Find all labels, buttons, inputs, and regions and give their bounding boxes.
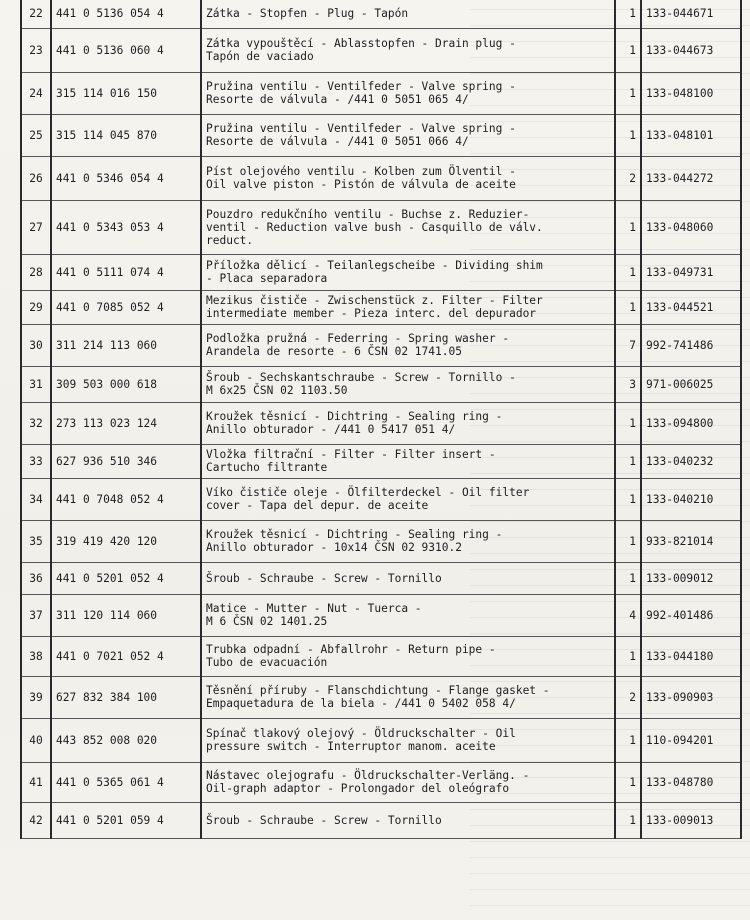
catalog-code: 133-048780	[641, 762, 741, 802]
description-line: Trubka odpadní - Abfallrohr - Return pipe -	[206, 643, 496, 656]
quantity: 3	[615, 366, 641, 402]
table-row	[21, 324, 741, 366]
position-number: 27	[21, 200, 51, 254]
description-line: Nástavec olejografu - Öldruckschalter-Verläng. -	[206, 769, 530, 782]
part-description	[201, 324, 615, 366]
part-number: 273 113 023 124	[51, 402, 201, 444]
part-description	[201, 562, 615, 594]
catalog-code: 133-094800	[641, 402, 741, 444]
description-line: Šroub - Schraube - Screw - Tornillo	[206, 813, 442, 827]
description-line: Kroužek těsnicí - Dichtring - Sealing ring -	[206, 528, 503, 541]
description-line: Kroužek těsnicí - Dichtring - Sealing ring -	[206, 410, 503, 423]
table-row	[21, 802, 741, 838]
description-line: Šroub - Sechskantschraube - Screw - Tornillo -	[206, 371, 516, 384]
part-description	[201, 676, 615, 718]
quantity: 1	[615, 72, 641, 114]
table-row	[21, 444, 741, 478]
quantity: 1	[615, 254, 641, 290]
description-line: Podložka pružná - Federring - Spring washer -	[206, 332, 510, 345]
description-line: Spínač tlakový olejový - Öldruckschalter - Oil	[206, 727, 516, 740]
position-number: 38	[21, 636, 51, 676]
description-line: Oil valve piston - Pistón de válvula de aceite	[206, 178, 516, 191]
quantity: 1	[615, 762, 641, 802]
quantity: 1	[615, 802, 641, 838]
part-number: 441 0 5111 074 4	[51, 254, 201, 290]
catalog-code: 133-044180	[641, 636, 741, 676]
catalog-code: 133-048100	[641, 72, 741, 114]
table-row	[21, 562, 741, 594]
quantity: 1	[615, 562, 641, 594]
description-line: Zátka vypouštěcí - Ablasstopfen - Drain plug -	[206, 37, 516, 50]
quantity: 2	[615, 676, 641, 718]
quantity: 1	[615, 402, 641, 444]
part-number: 441 0 7021 052 4	[51, 636, 201, 676]
description-line: - Placa separadora	[206, 272, 328, 285]
table-row	[21, 594, 741, 636]
position-number: 41	[21, 762, 51, 802]
part-number: 443 852 008 020	[51, 718, 201, 762]
table-row	[21, 254, 741, 290]
part-description	[201, 366, 615, 402]
catalog-code: 971-006025	[641, 366, 741, 402]
position-number: 28	[21, 254, 51, 290]
part-number: 441 0 5346 054 4	[51, 156, 201, 200]
description-line: Tapón de vaciado	[206, 50, 314, 63]
quantity: 4	[615, 594, 641, 636]
part-description	[201, 594, 615, 636]
position-number: 31	[21, 366, 51, 402]
description-line: M 6 ČSN 02 1401.25	[206, 615, 328, 628]
part-description	[201, 802, 615, 838]
description-line: Resorte de válvula - /441 0 5051 066 4/	[206, 135, 469, 148]
catalog-code: 133-040210	[641, 478, 741, 520]
description-line: reduct.	[206, 233, 254, 247]
catalog-code: 992-401486	[641, 594, 741, 636]
description-line: Víko čističe oleje - Ölfilterdeckel - Oil filter	[206, 486, 530, 499]
table-row	[21, 0, 741, 28]
table-row	[21, 28, 741, 72]
catalog-code: 133-044673	[641, 28, 741, 72]
table-row	[21, 402, 741, 444]
part-description	[201, 718, 615, 762]
table-row	[21, 676, 741, 718]
description-line: Cartucho filtrante	[206, 461, 328, 474]
description-line: Matice - Mutter - Nut - Tuerca -	[206, 602, 422, 615]
table-row	[21, 200, 741, 254]
part-number: 311 214 113 060	[51, 324, 201, 366]
part-description	[201, 28, 615, 72]
description-line: Zátka - Stopfen - Plug - Tapón	[206, 7, 409, 21]
part-number: 309 503 000 618	[51, 366, 201, 402]
parts-table	[20, 0, 742, 839]
table-row	[21, 520, 741, 562]
part-number: 627 936 510 346	[51, 444, 201, 478]
part-description	[201, 402, 615, 444]
description-line: Šroub - Schraube - Screw - Tornillo	[206, 571, 442, 585]
description-line: Těsnění příruby - Flanschdichtung - Flange gasket -	[206, 684, 550, 697]
catalog-code: 110-094201	[641, 718, 741, 762]
catalog-code: 133-009013	[641, 802, 741, 838]
part-number: 319 419 420 120	[51, 520, 201, 562]
position-number: 26	[21, 156, 51, 200]
position-number: 40	[21, 718, 51, 762]
description-line: intermediate member - Pieza interc. del depurador	[206, 307, 537, 320]
quantity: 7	[615, 324, 641, 366]
description-line: Anillo obturador - /441 0 5417 051 4/	[206, 423, 456, 436]
catalog-code: 133-048060	[641, 200, 741, 254]
description-line: Oil-graph adaptor - Prolongador del oleógrafo	[206, 782, 510, 795]
position-number: 22	[21, 0, 51, 28]
description-line: Pružina ventilu - Ventilfeder - Valve spring -	[206, 80, 516, 93]
description-line: Arandela de resorte - 6 ČSN 02 1741.05	[206, 345, 462, 358]
table-row	[21, 156, 741, 200]
catalog-code: 133-044671	[641, 0, 741, 28]
position-number: 35	[21, 520, 51, 562]
description-line: pressure switch - Interruptor manom. aceite	[206, 740, 496, 753]
description-line: Pouzdro redukčního ventilu - Buchse z. Reduzier-	[206, 207, 530, 221]
quantity: 1	[615, 200, 641, 254]
table-row	[21, 114, 741, 156]
catalog-code: 992-741486	[641, 324, 741, 366]
table-row	[21, 366, 741, 402]
part-number: 315 114 016 150	[51, 72, 201, 114]
part-number: 627 832 384 100	[51, 676, 201, 718]
position-number: 29	[21, 290, 51, 324]
part-number: 441 0 5343 053 4	[51, 200, 201, 254]
part-description	[201, 0, 615, 28]
quantity: 1	[615, 636, 641, 676]
position-number: 42	[21, 802, 51, 838]
catalog-code: 133-090903	[641, 676, 741, 718]
description-line: Vložka filtrační - Filter - Filter insert -	[206, 448, 496, 461]
position-number: 33	[21, 444, 51, 478]
position-number: 36	[21, 562, 51, 594]
description-line: Empaquetadura de la biela - /441 0 5402 058 4/	[206, 697, 516, 710]
catalog-code: 133-048101	[641, 114, 741, 156]
description-line: Resorte de válvula - /441 0 5051 065 4/	[206, 93, 469, 106]
position-number: 24	[21, 72, 51, 114]
description-line: Píst olejového ventilu - Kolben zum Ölventil -	[206, 165, 516, 178]
description-line: Tubo de evacuación	[206, 656, 328, 669]
part-number: 311 120 114 060	[51, 594, 201, 636]
position-number: 25	[21, 114, 51, 156]
part-number: 441 0 7048 052 4	[51, 478, 201, 520]
part-description	[201, 762, 615, 802]
table-row	[21, 762, 741, 802]
description-line: Mezikus čističe - Zwischenstück z. Filter - Filter	[206, 294, 543, 307]
table-row	[21, 72, 741, 114]
table-row	[21, 290, 741, 324]
part-number: 441 0 5201 059 4	[51, 802, 201, 838]
position-number: 23	[21, 28, 51, 72]
part-description	[201, 72, 615, 114]
quantity: 2	[615, 156, 641, 200]
part-number: 441 0 5201 052 4	[51, 562, 201, 594]
quantity: 1	[615, 444, 641, 478]
catalog-code: 133-044521	[641, 290, 741, 324]
catalog-code: 133-009012	[641, 562, 741, 594]
table-row	[21, 478, 741, 520]
description-line: Příložka dělicí - Teilanlegscheibe - Dividing shim	[206, 259, 543, 272]
position-number: 30	[21, 324, 51, 366]
position-number: 34	[21, 478, 51, 520]
part-description	[201, 114, 615, 156]
table-row	[21, 636, 741, 676]
quantity: 1	[615, 520, 641, 562]
description-line: Anillo obturador - 10x14 ČSN 02 9310.2	[206, 541, 462, 554]
position-number: 32	[21, 402, 51, 444]
part-number: 441 0 5136 054 4	[51, 0, 201, 28]
part-description	[201, 290, 615, 324]
table-row	[21, 718, 741, 762]
description-line: ventil - Reduction valve bush - Casquillo de válv.	[206, 220, 543, 234]
description-line: M 6x25 ČSN 02 1103.50	[206, 384, 348, 397]
quantity: 1	[615, 718, 641, 762]
catalog-code: 133-044272	[641, 156, 741, 200]
part-number: 441 0 7085 052 4	[51, 290, 201, 324]
part-description	[201, 200, 615, 254]
description-line: cover - Tapa del depur. de aceite	[206, 499, 429, 512]
quantity: 1	[615, 290, 641, 324]
part-description	[201, 520, 615, 562]
part-description	[201, 254, 615, 290]
quantity: 1	[615, 28, 641, 72]
part-number: 315 114 045 870	[51, 114, 201, 156]
part-description	[201, 478, 615, 520]
catalog-code: 133-049731	[641, 254, 741, 290]
quantity: 1	[615, 114, 641, 156]
part-number: 441 0 5365 061 4	[51, 762, 201, 802]
position-number: 37	[21, 594, 51, 636]
catalog-code: 133-040232	[641, 444, 741, 478]
part-description	[201, 444, 615, 478]
part-number: 441 0 5136 060 4	[51, 28, 201, 72]
position-number: 39	[21, 676, 51, 718]
part-description	[201, 636, 615, 676]
quantity: 1	[615, 0, 641, 28]
catalog-code: 933-821014	[641, 520, 741, 562]
description-line: Pružina ventilu - Ventilfeder - Valve spring -	[206, 122, 516, 135]
quantity: 1	[615, 478, 641, 520]
part-description	[201, 156, 615, 200]
